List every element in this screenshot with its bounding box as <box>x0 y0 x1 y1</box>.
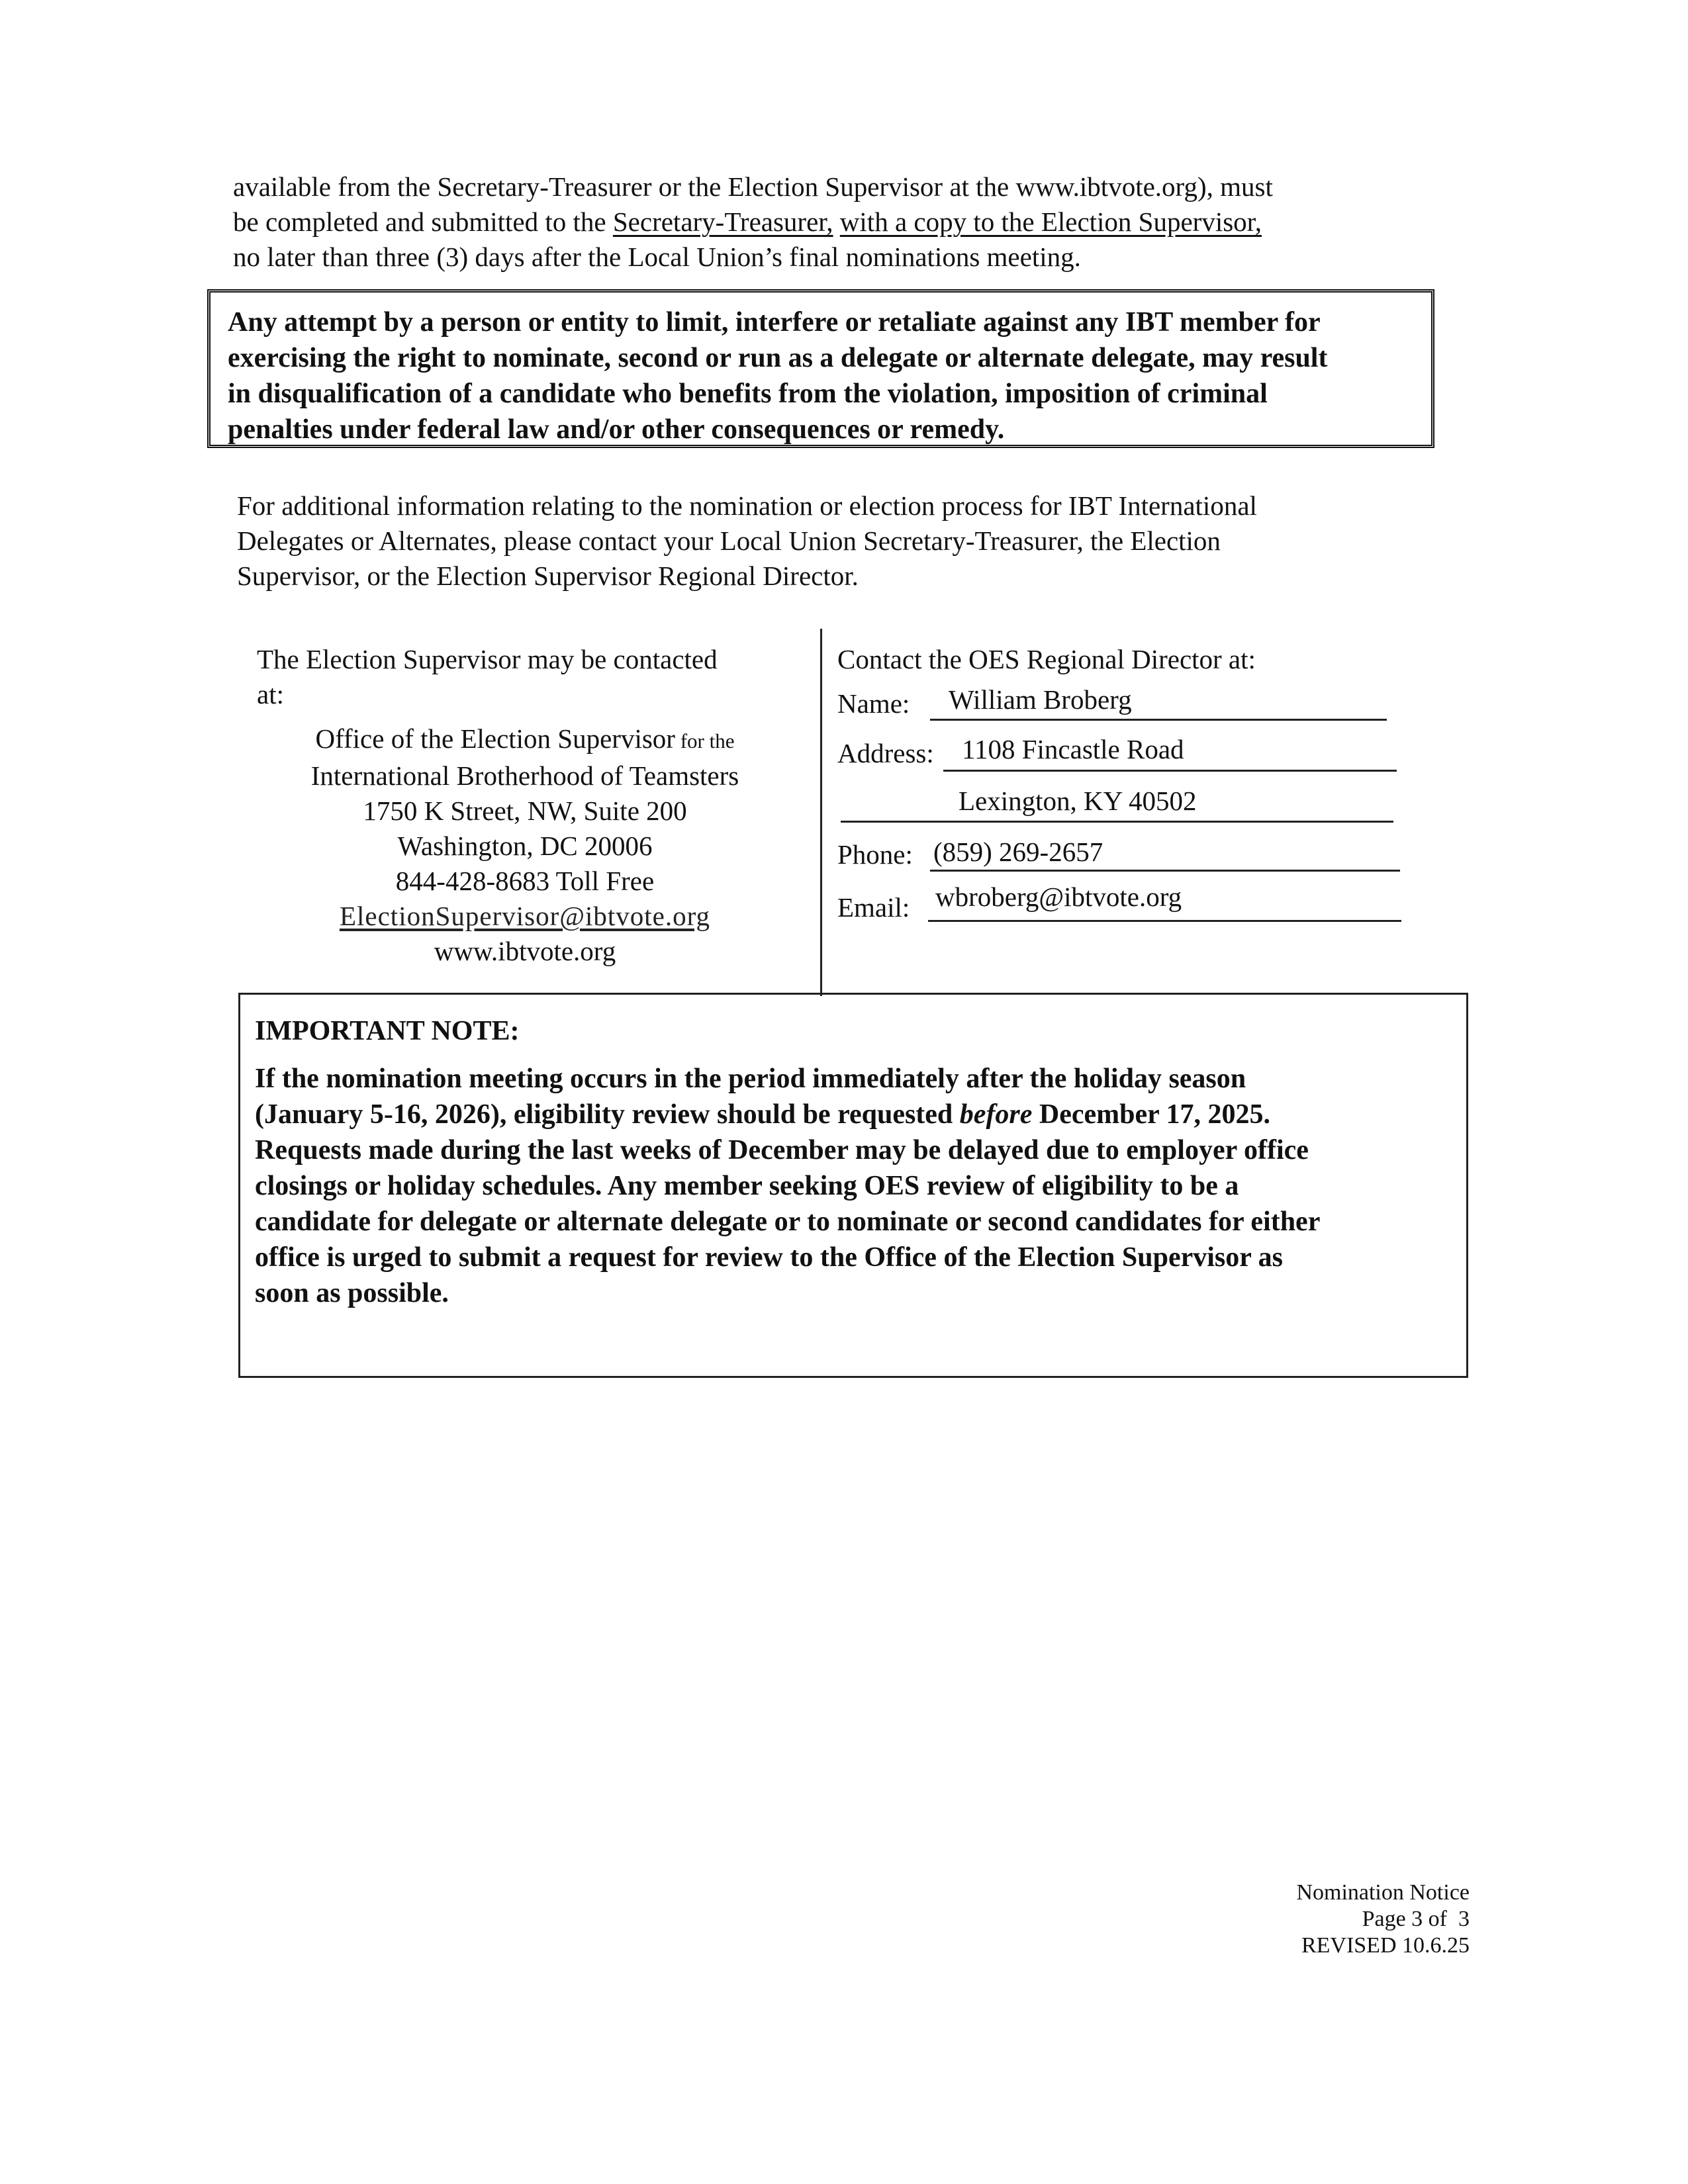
warning-line: exercising the right to nominate, second or run as a delegate or alternate delegate, may result <box>228 343 1328 373</box>
note-line: Requests made during the last weeks of December may be delayed due to employer office <box>255 1135 1309 1165</box>
revision-date: REVISED 10.6.25 <box>1301 1933 1470 1958</box>
note-line: candidate for delegate or alternate delegate or to nominate or second candidates for either <box>255 1206 1321 1237</box>
regional-director-intro: Contact the OES Regional Director at: <box>837 644 1256 674</box>
note-line: If the nomination meeting occurs in the period immediately after the holiday season <box>255 1064 1246 1094</box>
warning-line: Any attempt by a person or entity to limit, interfere or retaliate against any IBT member for <box>228 307 1321 338</box>
warning-line: penalties under federal law and/or other consequences or remedy. <box>228 414 1005 445</box>
page-footer <box>1296 1880 1470 1959</box>
phone-field <box>837 838 1433 878</box>
intro-line-2 <box>233 205 1477 240</box>
election-supervisor-email-link[interactable]: ElectionSupervisor@ibtvote.org <box>339 901 711 931</box>
address-field <box>837 734 1433 829</box>
email-underline <box>928 920 1401 922</box>
note-line: soon as possible. <box>255 1278 449 1308</box>
column-divider <box>820 629 822 996</box>
website-link[interactable]: www.ibtvote.org <box>434 936 616 966</box>
intro-paragraph <box>233 169 1477 275</box>
warning-box <box>207 289 1434 448</box>
note-line: closings or holiday schedules. Any member seeking OES review of eligibility to be a <box>255 1171 1239 1201</box>
city-state-zip: Washington, DC 20006 <box>397 831 653 861</box>
additional-info-line: Delegates or Alternates, please contact your Local Union Secretary-Treasurer, the Election <box>237 525 1221 556</box>
important-note-title: IMPORTANT NOTE: <box>255 1016 520 1046</box>
phone-label: Phone: <box>837 839 913 870</box>
important-note-text <box>255 1061 1466 1311</box>
organization-name: International Brotherhood of Teamsters <box>310 760 739 791</box>
intro-line-3: no later than three (3) days after the Local Union’s final nominations meeting. <box>233 242 1081 272</box>
warning-text <box>228 304 1431 447</box>
election-supervisor-intro: The Election Supervisor may be contacted at: <box>257 644 718 709</box>
election-supervisor-address <box>257 721 793 969</box>
phone-underline <box>930 870 1400 872</box>
document-name: Nomination Notice <box>1296 1880 1470 1905</box>
address-underline-1 <box>943 770 1397 772</box>
copy-to-supervisor-emphasis: with a copy to the Election Supervisor, <box>839 206 1262 237</box>
street-address: 1750 K Street, NW, Suite 200 <box>363 796 687 826</box>
additional-info-line: For additional information relating to the nomination or election process for IBT International <box>237 490 1257 521</box>
election-supervisor-contact <box>257 642 793 969</box>
regional-director-contact <box>837 642 1433 923</box>
name-underline <box>930 719 1387 721</box>
note-line: office is urged to submit a request for review to the Office of the Election Supervisor as <box>255 1242 1283 1273</box>
address-line-1: 1108 Fincastle Road <box>962 734 1184 764</box>
address-label: Address: <box>837 738 934 768</box>
phone-value: (859) 269-2657 <box>933 837 1103 867</box>
address-underline-2 <box>841 821 1393 823</box>
before-emphasis: before <box>959 1099 1033 1130</box>
toll-free-phone: 844-428-8683 Toll Free <box>395 866 655 896</box>
address-line-2: Lexington, KY 40502 <box>959 786 1197 816</box>
additional-info-paragraph <box>237 488 1468 594</box>
office-name: Office of the Election Supervisor for the <box>315 723 735 754</box>
intro-line-1: available from the Secretary-Treasurer or the Election Supervisor at the www.ibtvote.org), must <box>233 171 1273 202</box>
page-number: Page 3 of 3 <box>1362 1907 1470 1931</box>
secretary-treasurer-emphasis: Secretary-Treasurer, <box>612 206 833 237</box>
name-value: William Broberg <box>949 684 1132 715</box>
note-line: (January 5-16, 2026), eligibility review should be requested before December 17, 2025. <box>255 1099 1271 1130</box>
email-value[interactable]: wbroberg@ibtvote.org <box>935 882 1182 912</box>
email-field <box>837 882 1433 927</box>
name-label: Name: <box>837 688 910 719</box>
warning-line: in disqualification of a candidate who benefits from the violation, imposition of criminal <box>228 379 1268 409</box>
name-field <box>837 684 1433 727</box>
important-note-box <box>238 993 1468 1378</box>
intro-line-2-prefix: be completed and submitted to the <box>233 206 613 237</box>
email-label: Email: <box>837 892 910 923</box>
additional-info-line: Supervisor, or the Election Supervisor Regional Director. <box>237 561 859 591</box>
